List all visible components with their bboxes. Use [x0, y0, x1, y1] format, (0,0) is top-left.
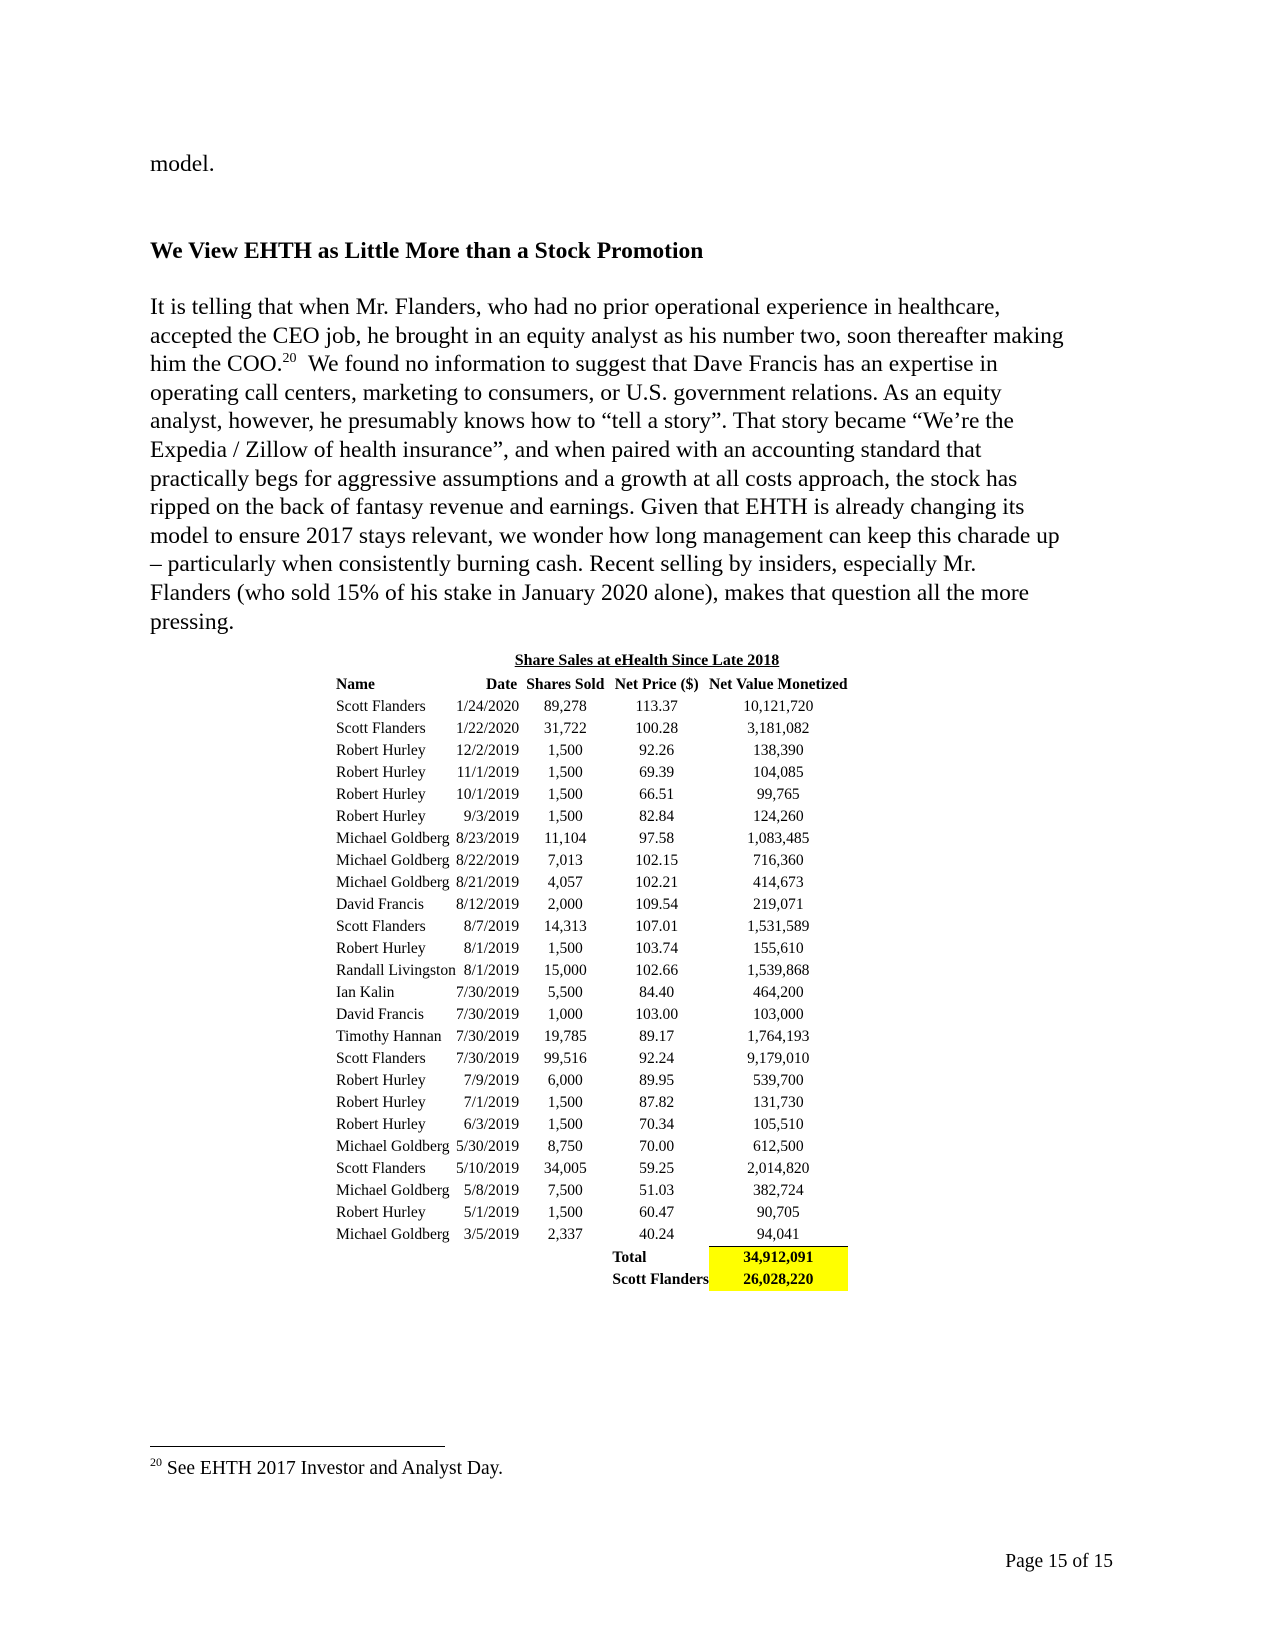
cell-name: Michael Goldberg: [336, 1182, 450, 1199]
cell-name: David Francis: [336, 1006, 424, 1023]
cell-shares-sold: 99,516: [543, 1050, 587, 1067]
cell-name: Scott Flanders: [336, 1160, 426, 1177]
table-row: [333, 828, 848, 850]
cell-date: 7/1/2019: [463, 1094, 520, 1111]
cell-net-value: 539,700: [752, 1072, 804, 1089]
cell-shares-sold: 5,500: [547, 984, 583, 1001]
cell-name: Ian Kalin: [336, 984, 395, 1001]
cell-date: 5/10/2019: [455, 1160, 520, 1177]
cell-net-value: 131,730: [752, 1094, 804, 1111]
scott-flanders-total-row: [333, 1269, 848, 1291]
header-net-value: Net Value Monetized: [708, 676, 848, 693]
cell-name: Timothy Hannan: [336, 1028, 442, 1045]
cell-date: 8/1/2019: [463, 940, 520, 957]
total-value: 34,912,091: [709, 1247, 848, 1270]
table-row: [333, 696, 848, 718]
cell-shares-sold: 1,500: [547, 1204, 583, 1221]
paragraph-line: It is telling that when Mr. Flanders, who had no prior operational experience in healthcare,: [150, 294, 1001, 320]
cell-name: Scott Flanders: [336, 698, 426, 715]
cell-date: 8/1/2019: [463, 962, 520, 979]
cell-shares-sold: 4,057: [547, 874, 583, 891]
table-row: [333, 1048, 848, 1070]
cell-name: Scott Flanders: [336, 720, 426, 737]
cell-name: Scott Flanders: [336, 918, 426, 935]
cell-name: Robert Hurley: [336, 808, 426, 825]
table-row: [333, 1202, 848, 1224]
footnote: [150, 1455, 504, 1480]
cell-net-value: 716,360: [752, 852, 804, 869]
cell-shares-sold: 7,013: [547, 852, 583, 869]
cell-net-value: 105,510: [752, 1116, 804, 1133]
section-heading: We View EHTH as Little More than a Stock Promotion: [150, 238, 704, 264]
cell-date: 10/1/2019: [455, 786, 520, 803]
cell-net-price: 87.82: [639, 1094, 675, 1111]
cell-shares-sold: 14,313: [543, 918, 587, 935]
cell-net-value: 612,500: [752, 1138, 804, 1155]
footnote-ref[interactable]: 20: [282, 351, 297, 367]
paragraph-line: operating call centers, marketing to consumers, or U.S. government relations. As an equity: [150, 379, 1002, 406]
cell-date: 11/1/2019: [456, 764, 520, 781]
cell-shares-sold: 7,500: [547, 1182, 583, 1199]
header-net-price: Net Price ($): [614, 676, 699, 693]
table-row: [333, 1092, 848, 1114]
cell-name: Scott Flanders: [336, 1050, 426, 1067]
cell-shares-sold: 31,722: [543, 720, 587, 737]
paragraph-line: accepted the CEO job, he brought in an equity analyst as his number two, soon thereafter making: [150, 322, 1064, 349]
paragraph-text: We found no information to suggest that Dave Francis has an expertise in: [296, 351, 998, 378]
cell-net-price: 107.01: [635, 918, 679, 935]
cell-net-price: 92.26: [639, 742, 675, 759]
cell-date: 5/1/2019: [463, 1204, 520, 1221]
scott-flanders-total-value: 26,028,220: [709, 1269, 848, 1291]
table-title: Share Sales at eHealth Since Late 2018: [514, 652, 780, 669]
cell-name: Robert Hurley: [336, 1116, 426, 1133]
cell-net-value: 103,000: [752, 1006, 804, 1023]
cell-net-price: 102.15: [635, 852, 679, 869]
cell-name: David Francis: [336, 896, 424, 913]
cell-net-price: 59.25: [639, 1160, 675, 1177]
cell-net-value: 138,390: [752, 742, 804, 759]
cell-shares-sold: 1,500: [547, 940, 583, 957]
scott-flanders-total-label: Scott Flanders: [612, 1271, 709, 1288]
cell-shares-sold: 15,000: [543, 962, 587, 979]
cell-name: Michael Goldberg: [336, 874, 450, 891]
paragraph-line: pressing.: [150, 608, 235, 635]
cell-net-value: 414,673: [752, 874, 804, 891]
cell-net-value: 9,179,010: [747, 1050, 810, 1067]
cell-net-value: 219,071: [752, 896, 804, 913]
cell-name: Robert Hurley: [336, 764, 426, 781]
cell-net-price: 51.03: [639, 1182, 675, 1199]
cell-shares-sold: 1,500: [547, 742, 583, 759]
cell-net-price: 97.58: [639, 830, 675, 847]
cell-shares-sold: 2,337: [547, 1226, 583, 1244]
cell-date: 1/22/2020: [455, 720, 520, 737]
cell-net-value: 94,041: [756, 1226, 800, 1243]
paragraph-line: Expedia / Zillow of health insurance”, and when paired with an accounting standard that: [150, 436, 982, 463]
cell-date: 7/9/2019: [463, 1072, 520, 1089]
cell-net-price: 113.37: [635, 698, 678, 715]
cell-net-price: 84.40: [639, 984, 675, 1001]
paragraph-line: analyst, however, he presumably knows how to “tell a story”. That story became “We’re the: [150, 408, 1014, 435]
cell-net-value: 124,260: [752, 808, 804, 825]
cell-date: 8/22/2019: [455, 852, 520, 869]
paragraph-line: model to ensure 2017 stays relevant, we wonder how long management can keep this charade up: [150, 522, 1060, 549]
table-row: [333, 1026, 848, 1048]
cell-net-price: 100.28: [635, 720, 679, 737]
cell-name: Robert Hurley: [336, 786, 426, 803]
cell-net-price: 69.39: [639, 764, 675, 781]
cell-net-price: 102.66: [635, 962, 679, 979]
total-label: Total: [612, 1248, 647, 1266]
lead-text: model.: [150, 151, 215, 177]
cell-shares-sold: 34,005: [543, 1160, 587, 1177]
cell-date: 5/8/2019: [463, 1182, 520, 1199]
cell-net-price: 103.00: [635, 1006, 679, 1023]
cell-date: 7/30/2019: [455, 1028, 520, 1045]
cell-date: 1/24/2020: [455, 698, 520, 715]
table-row: [333, 1224, 848, 1247]
table-row: [333, 916, 848, 938]
total-row: [333, 1247, 848, 1270]
paragraph-line: ripped on the back of fantasy revenue and earnings. Given that EHTH is already changing its: [150, 494, 1025, 521]
cell-shares-sold: 1,000: [547, 1006, 583, 1023]
cell-net-price: 103.74: [635, 940, 679, 957]
cell-shares-sold: 2,000: [547, 896, 583, 913]
paragraph-line: practically begs for aggressive assumptions and a growth at all costs approach, the stock has: [150, 465, 1018, 492]
cell-net-price: 70.00: [639, 1138, 675, 1155]
cell-net-price: 82.84: [639, 808, 675, 825]
table-row: [333, 1158, 848, 1180]
cell-name: Michael Goldberg: [336, 1138, 450, 1155]
paragraph-line: Flanders (who sold 15% of his stake in January 2020 alone), makes that question all the more: [150, 579, 1030, 606]
cell-net-value: 1,539,868: [747, 962, 810, 979]
cell-shares-sold: 1,500: [547, 764, 583, 781]
cell-net-value: 155,610: [752, 940, 804, 957]
cell-net-value: 90,705: [756, 1204, 800, 1221]
cell-date: 8/7/2019: [463, 918, 520, 935]
table-row: [333, 850, 848, 872]
footnote-divider: [150, 1446, 445, 1447]
paragraph-text: him the COO.: [150, 351, 283, 378]
cell-shares-sold: 8,750: [547, 1138, 583, 1155]
cell-date: 12/2/2019: [455, 742, 520, 759]
table-row: [333, 1004, 848, 1026]
table-row: [333, 982, 848, 1004]
header-name: Name: [336, 676, 375, 693]
cell-net-price: 70.34: [639, 1116, 675, 1133]
cell-net-price: 109.54: [635, 896, 679, 913]
page-number: Page 15 of 15: [1005, 1551, 1113, 1572]
table-row: [333, 938, 848, 960]
cell-date: 7/30/2019: [455, 984, 520, 1001]
cell-name: Robert Hurley: [336, 1204, 426, 1221]
cell-name: Michael Goldberg: [336, 852, 450, 869]
cell-date: 8/21/2019: [455, 874, 520, 891]
table-row: [333, 872, 848, 894]
table-row: [333, 806, 848, 828]
body-paragraph: [150, 293, 1140, 636]
table-row: [333, 1180, 848, 1202]
cell-name: Robert Hurley: [336, 940, 426, 957]
cell-net-value: 10,121,720: [743, 698, 814, 715]
cell-date: 5/30/2019: [455, 1138, 520, 1155]
table-row: [333, 762, 848, 784]
cell-net-price: 40.24: [639, 1226, 675, 1244]
table-row: [333, 894, 848, 916]
table-row: [333, 960, 848, 982]
cell-net-value: 1,531,589: [747, 918, 810, 935]
cell-shares-sold: 11,104: [544, 830, 587, 847]
cell-net-value: 99,765: [756, 786, 800, 803]
cell-shares-sold: 1,500: [547, 786, 583, 803]
header-shares-sold: Shares Sold: [526, 676, 605, 693]
cell-shares-sold: 1,500: [547, 1094, 583, 1111]
cell-name: Robert Hurley: [336, 1094, 426, 1111]
cell-name: Michael Goldberg: [336, 1226, 450, 1244]
table-header-row: [333, 674, 848, 696]
cell-date: 9/3/2019: [463, 808, 520, 825]
cell-date: 7/30/2019: [455, 1006, 520, 1023]
cell-net-value: 464,200: [752, 984, 804, 1001]
cell-net-value: 1,083,485: [747, 830, 810, 847]
cell-net-value: 2,014,820: [747, 1160, 810, 1177]
cell-shares-sold: 1,500: [547, 808, 583, 825]
cell-date: 3/5/2019: [463, 1226, 520, 1244]
paragraph-line: – particularly when consistently burning cash. Recent selling by insiders, especially Mr.: [150, 551, 977, 578]
table-row: [333, 1070, 848, 1092]
cell-net-value: 104,085: [752, 764, 804, 781]
cell-net-price: 60.47: [639, 1204, 675, 1221]
cell-shares-sold: 1,500: [547, 1116, 583, 1133]
cell-date: 8/12/2019: [455, 896, 520, 913]
paragraph-line: [150, 350, 1140, 379]
cell-name: Robert Hurley: [336, 742, 426, 759]
cell-net-price: 92.24: [639, 1050, 675, 1067]
cell-net-value: 3,181,082: [747, 720, 810, 737]
cell-net-price: 102.21: [635, 874, 679, 891]
cell-shares-sold: 19,785: [543, 1028, 587, 1045]
cell-net-price: 89.17: [639, 1028, 675, 1045]
cell-date: 8/23/2019: [455, 830, 520, 847]
footnote-number: 20: [150, 1455, 162, 1469]
cell-net-price: 66.51: [639, 786, 675, 803]
cell-net-value: 382,724: [752, 1182, 804, 1199]
cell-name: Michael Goldberg: [336, 830, 450, 847]
cell-name: Robert Hurley: [336, 1072, 426, 1089]
table-body: [333, 696, 848, 1247]
cell-net-price: 89.95: [639, 1072, 675, 1089]
cell-date: 7/30/2019: [455, 1050, 520, 1067]
cell-name: Randall Livingston: [336, 962, 456, 979]
share-sales-table: [333, 674, 848, 1291]
table-row: [333, 718, 848, 740]
cell-shares-sold: 6,000: [547, 1072, 583, 1089]
header-date: Date: [486, 676, 518, 693]
cell-shares-sold: 89,278: [543, 698, 587, 715]
cell-net-value: 1,764,193: [747, 1028, 810, 1045]
table-row: [333, 1136, 848, 1158]
footnote-text: See EHTH 2017 Investor and Analyst Day.: [162, 1458, 504, 1479]
table-row: [333, 1114, 848, 1136]
table-row: [333, 740, 848, 762]
table-row: [333, 784, 848, 806]
cell-date: 6/3/2019: [463, 1116, 520, 1133]
